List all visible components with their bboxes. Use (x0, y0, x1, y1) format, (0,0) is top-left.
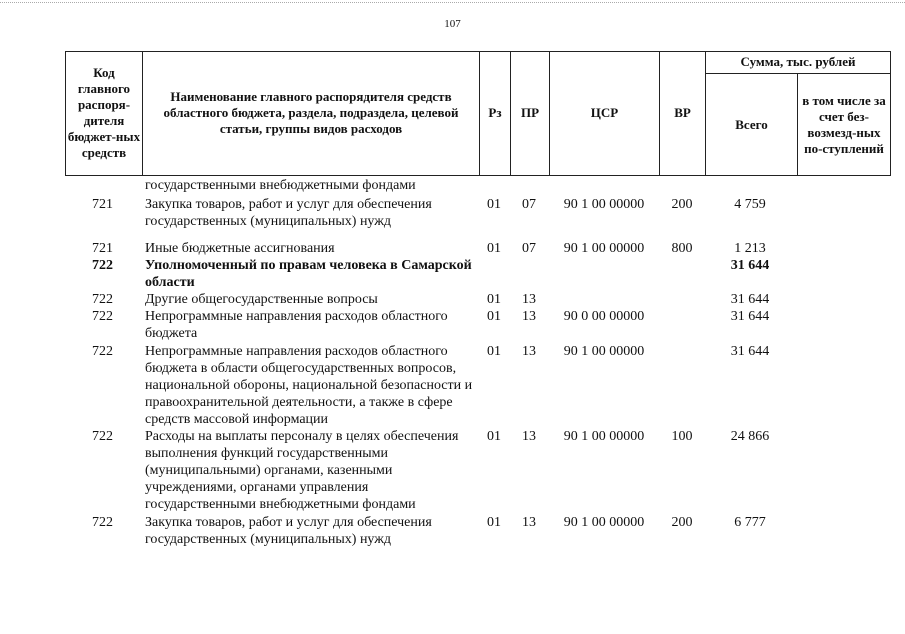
row-code: 722 (92, 344, 113, 359)
table-body (65, 176, 891, 548)
table-row (65, 257, 891, 291)
row-total: 31 644 (730, 292, 770, 307)
header-name: Наименование главного распорядителя средств областного бюджета, раздела, подраздела, целевой статьи, группы видов расходов (163, 89, 459, 136)
row-pr: 13 (522, 292, 536, 307)
table-row (65, 343, 891, 428)
row-name: Другие общегосударственные вопросы (145, 292, 378, 307)
row-csr: 90 1 00 00000 (563, 515, 645, 530)
table-header (65, 51, 891, 176)
row-total: 6 777 (734, 515, 766, 530)
row-rz: 01 (487, 344, 501, 359)
row-code: 722 (92, 292, 113, 307)
page-number: 107 (444, 18, 461, 30)
row-total: 31 644 (730, 344, 770, 359)
row-name: Расходы на выплаты персоналу в целях обеспечения выполнения функций государственными (муниципальными) органами, казенными учреждениями, органами управления государственными внебюджетными фондами (145, 429, 459, 512)
row-name: государственными внебюджетными фондами (145, 178, 416, 193)
row-vr: 200 (671, 197, 693, 212)
scan-edge-top (0, 2, 905, 3)
row-rz: 01 (487, 309, 501, 324)
row-total: 31 644 (730, 258, 770, 273)
row-code: 722 (92, 429, 113, 444)
header-pr: ПР (520, 105, 540, 120)
row-name: Непрограммные направления расходов областного бюджета в области общегосударственных вопросов, национальной обороны, национальной безопасности и правоохранительной деятельности, а также в сфере средств массовой информации (145, 344, 473, 427)
header-code: Код главного распоря-дителя бюджет-ных средств (67, 65, 141, 160)
table-row (65, 308, 891, 342)
row-pr: 07 (522, 241, 536, 256)
row-rz: 01 (487, 292, 501, 307)
row-csr: 90 1 00 00000 (563, 197, 645, 212)
row-code: 722 (92, 258, 113, 273)
header-border-right (890, 51, 891, 176)
table-row (65, 291, 891, 308)
row-total: 24 866 (730, 429, 770, 444)
row-csr: 90 1 00 00000 (563, 241, 645, 256)
row-total: 31 644 (730, 309, 770, 324)
table-row (65, 514, 891, 548)
row-code: 722 (92, 515, 113, 530)
row-csr: 90 1 00 00000 (563, 429, 645, 444)
header-total: Всего (735, 116, 768, 132)
row-pr: 13 (522, 309, 536, 324)
row-pr: 13 (522, 515, 536, 530)
row-csr: 90 0 00 00000 (563, 309, 645, 324)
row-name: Иные бюджетные ассигнования (145, 241, 335, 256)
row-code: 721 (92, 241, 113, 256)
table-row (65, 428, 891, 513)
header-rz: Рз (488, 105, 502, 120)
header-incl: в том числе за счет без-возмезд-ных по-ступлений (802, 92, 886, 156)
header-border-left (65, 51, 66, 176)
row-rz: 01 (487, 241, 501, 256)
row-name: Закупка товаров, работ и услуг для обеспечения государственных (муниципальных) нужд (145, 197, 432, 229)
header-sum: Сумма, тыс. рублей (740, 54, 856, 69)
row-vr: 200 (671, 515, 693, 530)
row-pr: 13 (522, 429, 536, 444)
row-vr: 100 (671, 429, 693, 444)
row-name: Закупка товаров, работ и услуг для обеспечения государственных (муниципальных) нужд (145, 515, 432, 547)
row-name: Уполномоченный по правам человека в Самарской области (145, 258, 472, 290)
row-pr: 07 (522, 197, 536, 212)
header-csr: ЦСР (590, 105, 619, 120)
header-vr: ВР (674, 105, 691, 120)
row-csr: 90 1 00 00000 (563, 344, 645, 359)
table-row (65, 240, 891, 257)
row-vr: 800 (671, 241, 693, 256)
header-border-total (797, 73, 798, 176)
row-code: 721 (92, 197, 113, 212)
row-total: 1 213 (734, 241, 766, 256)
row-rz: 01 (487, 429, 501, 444)
table-row (65, 196, 891, 230)
header-border-code (142, 51, 143, 176)
row-rz: 01 (487, 515, 501, 530)
row-name: Непрограммные направления расходов областного бюджета (145, 309, 448, 341)
row-rz: 01 (487, 197, 501, 212)
row-total: 4 759 (734, 197, 766, 212)
table-row (65, 177, 891, 194)
row-pr: 13 (522, 344, 536, 359)
row-code: 722 (92, 309, 113, 324)
